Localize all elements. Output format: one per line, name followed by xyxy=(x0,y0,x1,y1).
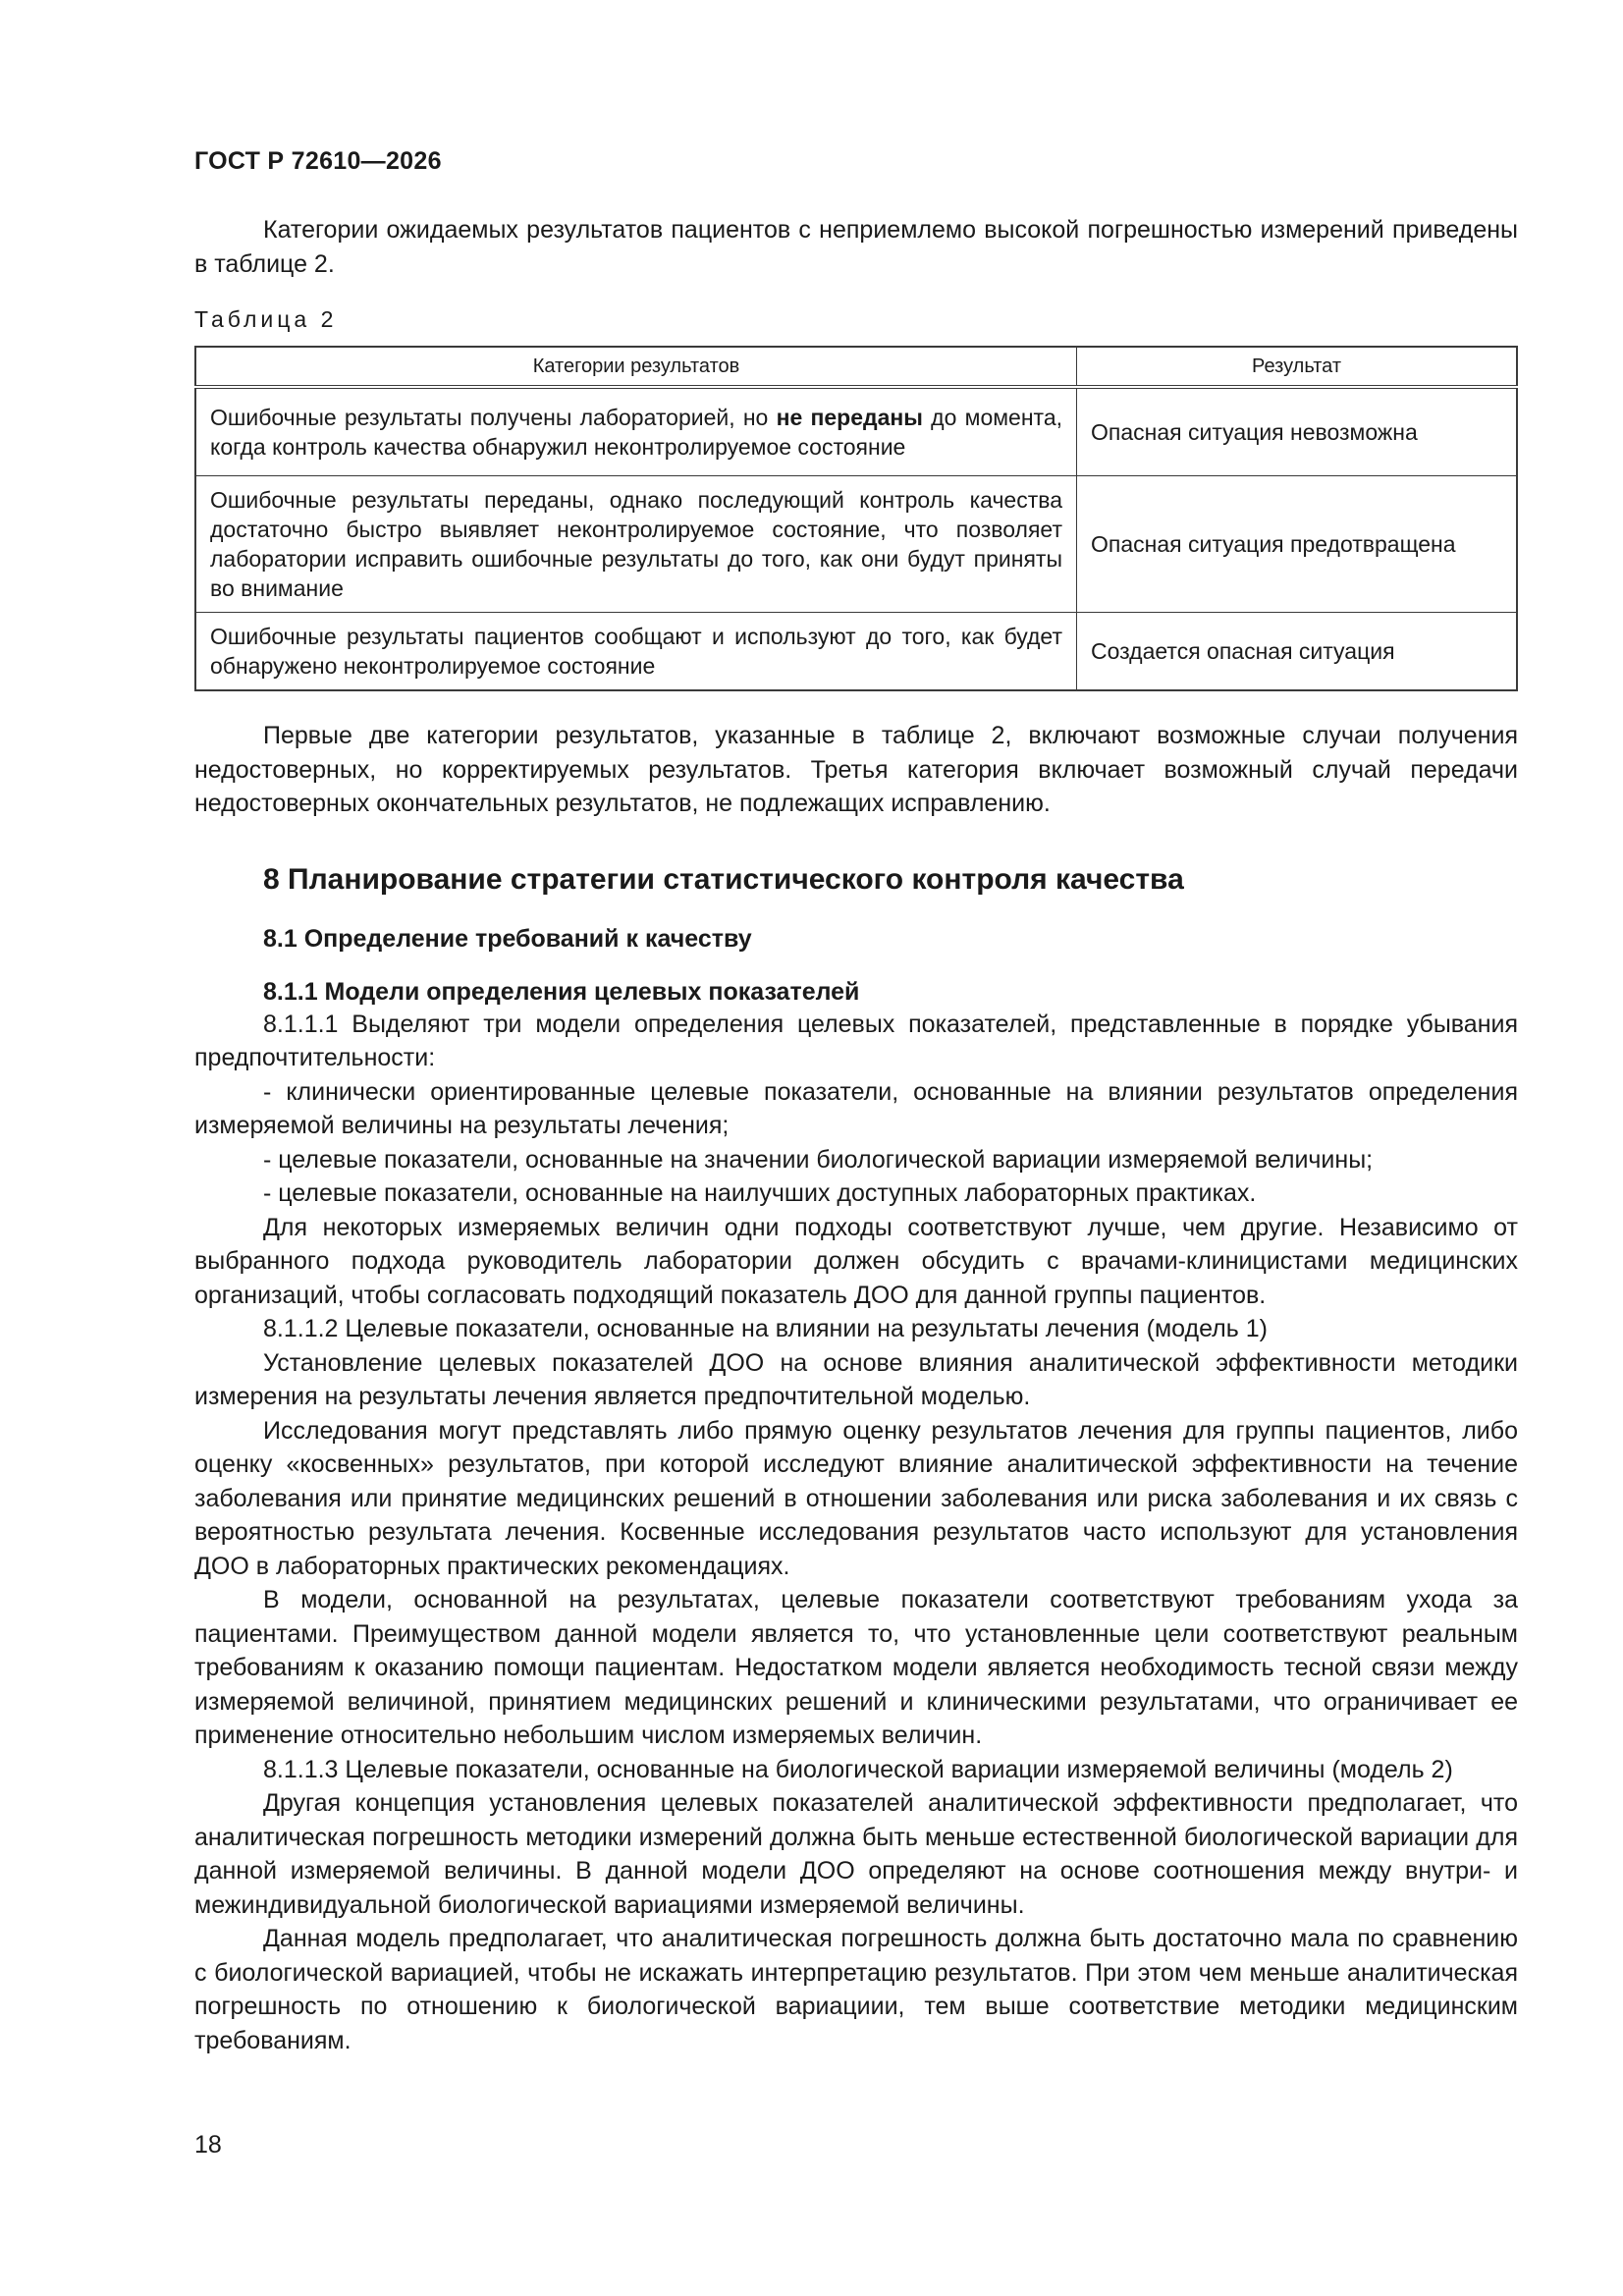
table-cell-category: Ошибочные результаты переданы, однако последующий контроль качества достаточно быстро выявляет неконтролируемое состояние, что позволяет лаборатории исправить ошибочные результаты до того, как они будут приняты во внимание xyxy=(195,476,1077,613)
subsection-8-1-1-heading: 8.1.1 Модели определения целевых показателей xyxy=(263,977,860,1006)
category-text-start: Ошибочные результаты получены лабораторией, но xyxy=(210,405,777,430)
body-paragraph: 8.1.1.2 Целевые показатели, основанные на влиянии на результаты лечения (модель 1) xyxy=(263,1315,1268,1342)
table-header-row xyxy=(195,347,1517,387)
body-paragraph: Исследования могут представлять либо прямую оценку результатов лечения для группы пациентов, либо оценку «косвенных» результатов, при которой исследуют влияние аналитической эффективности на течение заболевания или принятие медицинских решений в отношении заболевания или риска заболевания и их связь с вероятностью результата лечения. Косвенные исследования результатов часто используют для установления ДОО в лабораторных практических рекомендациях. xyxy=(194,1416,1518,1580)
table-cell-result: Создается опасная ситуация xyxy=(1077,613,1518,691)
standard-code: ГОСТ Р 72610—2026 xyxy=(194,147,442,175)
column-header-result: Результат xyxy=(1077,347,1518,387)
document-page xyxy=(194,147,1518,2057)
bullet-item: - клинически ориентированные целевые показатели, основанные на влиянии результатов определения измеряемой величины на результаты лечения; xyxy=(194,1077,1518,1139)
body-paragraphs xyxy=(194,1008,1518,2058)
table-cell-result: Опасная ситуация предотвращена xyxy=(1077,476,1518,613)
category-text-end: до момента, когда контроль качества обнаружил неконтролируемое состояние xyxy=(210,405,1062,460)
results-table xyxy=(194,346,1518,691)
body-paragraph: Установление целевых показателей ДОО на основе влияния аналитической эффективности методики измерения на результаты лечения является предпочтительной моделью. xyxy=(194,1348,1518,1410)
table-cell-result: Опасная ситуация невозможна xyxy=(1077,387,1518,476)
after-table-paragraph: Первые две категории результатов, указанные в таблице 2, включают возможные случаи получения недостоверных, но корректируемых результатов. Третья категория включает возможный случай передачи недостоверных окончательных результатов, не подлежащих исправлению. xyxy=(194,722,1518,817)
bullet-item: - целевые показатели, основанные на наилучших доступных лабораторных практиках. xyxy=(263,1179,1257,1207)
body-paragraph: Данная модель предполагает, что аналитическая погрешность должна быть достаточно мала по сравнению с биологической вариацией, чтобы не искажать интерпретацию результатов. При этом чем меньше аналитическая погрешность по отношению к биологической вариациии, тем выше соответствие методики медицинским требованиям. xyxy=(194,1925,1518,2054)
section-8-heading: 8 Планирование стратегии статистического контроля качества xyxy=(263,862,1184,896)
body-paragraph: В модели, основанной на результатах, целевые показатели соответствуют требованиям ухода за пациентами. Преимуществом данной модели является то, что установленные цели соответствуют реальным требованиям к оказанию помощи пациентам. Недостатком модели является необходимость тесной связи между измеряемой величиной, принятием медицинских решений и клиническими результатами, что ограничивает ее применение относительно небольшим числом измеряемых величин. xyxy=(194,1586,1518,1749)
table-cell-category: Ошибочные результаты пациентов сообщают и используют до того, как будет обнаружено неконтролируемое состояние xyxy=(195,613,1077,691)
table-row xyxy=(195,476,1517,613)
bullet-item: - целевые показатели, основанные на значении биологической вариации измеряемой величины; xyxy=(263,1145,1374,1174)
body-paragraph: 8.1.1.3 Целевые показатели, основанные на биологической вариации измеряемой величины (модель 2) xyxy=(263,1755,1453,1783)
table-row xyxy=(195,613,1517,691)
table-caption: Таблица 2 xyxy=(194,306,338,332)
page-number: 18 xyxy=(194,2131,222,2159)
table-row xyxy=(195,387,1517,476)
category-emphasis: не переданы xyxy=(776,405,923,430)
table-cell-category xyxy=(195,387,1077,476)
column-header-categories: Категории результатов xyxy=(195,347,1077,387)
body-paragraph: 8.1.1.1 Выделяют три модели определения целевых показателей, представленные в порядке убывания предпочтительности: xyxy=(194,1010,1518,1071)
body-paragraph: Другая концепция установления целевых показателей аналитической эффективности предполагает, что аналитическая погрешность методики измерений должна быть меньше естественной биологической вариации для данной измеряемой величины. В данной модели ДОО определяют на основе соотношения между внутри- и межиндивидуальной биологической вариациями измеряемой величины. xyxy=(194,1789,1518,1919)
intro-paragraph: Категории ожидаемых результатов пациентов с неприемлемо высокой погрешностью измерений приведены в таблице 2. xyxy=(194,216,1518,278)
body-paragraph: Для некоторых измеряемых величин одни подходы соответствуют лучше, чем другие. Независимо от выбранного подхода руководитель лаборатории должен обсудить с врачами-клиницистами медицинских организаций, чтобы согласовать подходящий показатель ДОО для данной группы пациентов. xyxy=(194,1213,1518,1309)
subsection-8-1-heading: 8.1 Определение требований к качеству xyxy=(263,924,752,953)
